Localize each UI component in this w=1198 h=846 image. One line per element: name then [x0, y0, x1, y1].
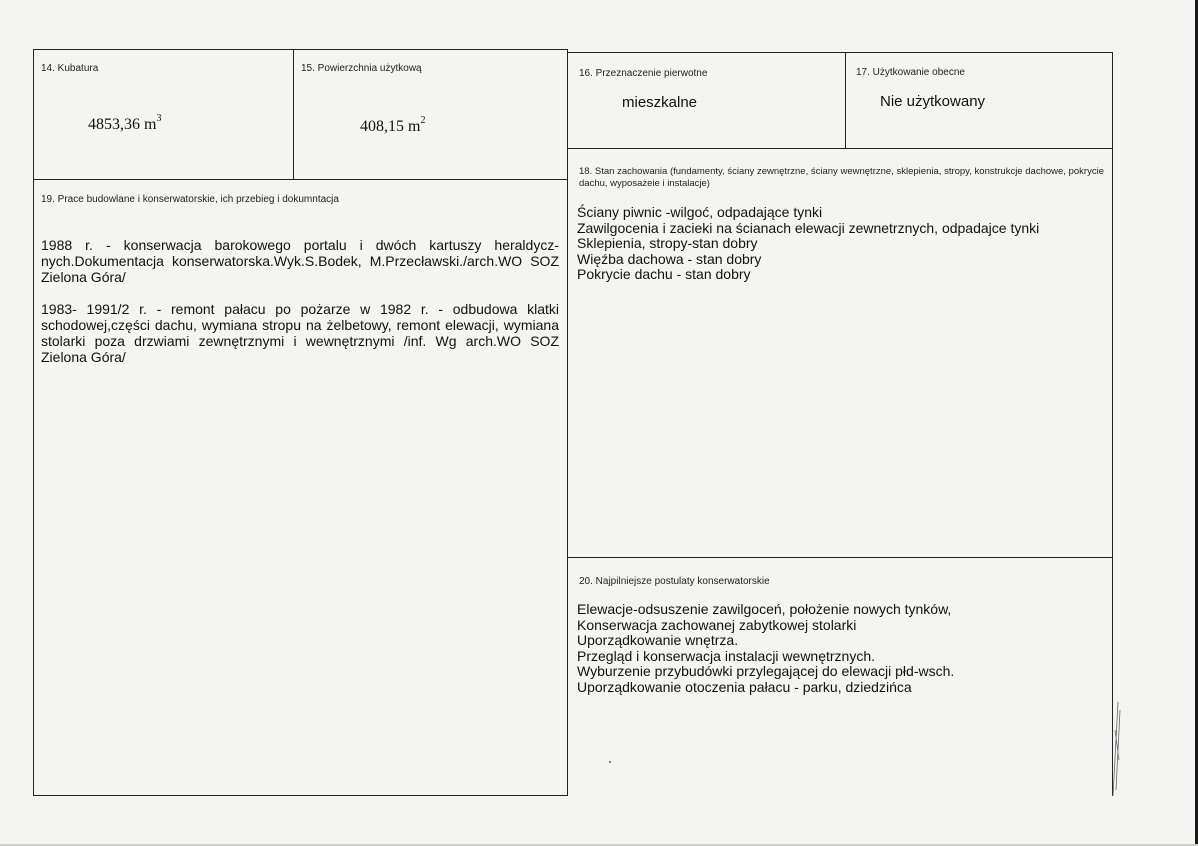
right-table-right-border — [1112, 52, 1113, 796]
right-horizontal-18-20 — [567, 557, 1113, 558]
postulaty-list — [577, 602, 954, 695]
kubatura-value — [88, 113, 162, 134]
right-vertical-16-17 — [845, 52, 846, 149]
left-vertical-14-15 — [293, 49, 294, 180]
list-item: Więźba dachowa - stan dobry — [577, 250, 762, 267]
list-item: Uporządkowanie otoczenia pałacu - parku, dziedzińca — [577, 678, 912, 695]
postulaty-label: 20. Najpilniejsze postulaty konserwatorskie — [579, 576, 770, 587]
kubatura-number: 4853,36 m — [88, 116, 157, 133]
list-item: Wyburzenie przybudówki przylegającej do elewacji płd-wsch. — [577, 663, 955, 679]
right-horizontal-16-18 — [567, 148, 1113, 149]
list-item: Przegląd i konserwacja instalacji wewnętrznych. — [577, 647, 876, 664]
stan-zachowania-label: 18. Stan zachowania (fundamenty, ściany zewnętrzne, ściany wewnętrzne, sklepienia, stropy, konstrukcje dachowe, pokrycie dachu, wyposażeie i instalacje) — [579, 166, 1104, 189]
center-divider — [567, 49, 568, 796]
stan-zachowania-list — [577, 205, 1039, 283]
scan-speck — [609, 761, 611, 763]
list-item: Konserwacja zachowanej zabytkowej stolarki — [577, 616, 857, 633]
left-table-bottom-border — [33, 795, 568, 796]
prace-paragraph-1: 1988 r. - konserwacja barokowego portalu i dwóch kartuszy heraldycz-nych.Dokumentacja konserwatorska.Wyk.S.Bodek, M.Przecławski./arch.WO SOZ Zielona Góra/ — [41, 237, 559, 285]
prace-budowlane-label: 19. Prace budowlane i konserwatorskie, ich przebieg i dokumntacja — [41, 194, 339, 205]
left-table-left-border — [33, 49, 34, 796]
kubatura-unit-sup: 3 — [156, 113, 162, 124]
right-table-top-border — [567, 52, 1113, 53]
prace-paragraph-2: 1983- 1991/2 r. - remont pałacu po pożarze w 1982 r. - odbudowa klatki schodowej,części dachu, wymiana stropu na żelbetowy, remont elewacji, wymiana stolarki poza drzwiami zewnętrznymi i wewnętrznymi /inf. Wg arch.WO SOZ Zielona Góra/ — [41, 301, 559, 365]
kubatura-label: 14. Kubatura — [41, 63, 99, 74]
left-table-top-border — [33, 49, 568, 50]
list-item: Ściany piwnic -wilgoć, odpadające tynki — [577, 204, 823, 220]
przeznaczenie-label: 16. Przeznaczenie pierwotne — [579, 68, 708, 79]
powierzchnia-number: 408,15 m — [360, 118, 421, 135]
uzytkowanie-label: 17. Użytkowanie obecne — [856, 67, 965, 78]
powierzchnia-unit-sup: 2 — [420, 115, 426, 126]
list-item: Zawilgocenia i zacieki na ścianach elewacji zewnetrznych, odpadajce tynki — [577, 219, 1040, 236]
left-mid-horizontal — [33, 179, 568, 180]
przeznaczenie-value: mieszkalne — [622, 94, 698, 111]
powierzchnia-label: 15. Powierzchnia użytkową — [301, 63, 422, 74]
list-item: Uporządkowanie wnętrza. — [577, 632, 739, 648]
list-item: Pokrycie dachu - stan dobry — [577, 266, 751, 282]
scan-edge-marks — [1104, 700, 1124, 800]
list-item: Sklepienia, stropy-stan dobry — [577, 235, 758, 251]
uzytkowanie-value: Nie użytkowany — [880, 93, 986, 110]
powierzchnia-value — [360, 115, 426, 136]
list-item: Elewacje-odsuszenie zawilgoceń, położenie nowych tynków, — [577, 601, 952, 617]
